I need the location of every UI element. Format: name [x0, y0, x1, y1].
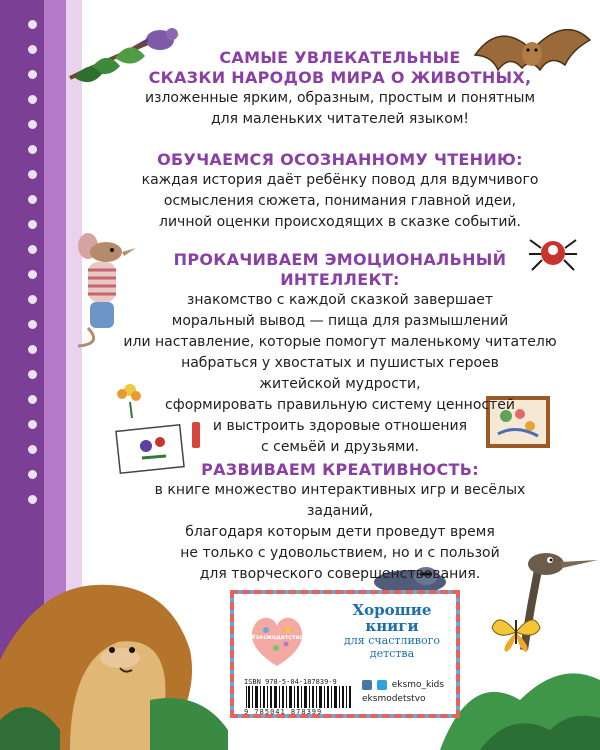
vk-icon [362, 680, 372, 690]
section-line: не только с удовольствием, но и с пользой [180, 545, 500, 561]
section-line: знакомство с каждой сказкой завершает [186, 292, 494, 308]
sticker-subtitle-line: детства [369, 647, 415, 660]
sticker-title-line: Хорошие [352, 601, 432, 619]
section-heading: РАЗВИВАЕМ КРЕАТИВНОСТЬ: [201, 460, 479, 479]
publisher-sticker [230, 590, 460, 718]
section-line: в книге множество интерактивных игр и весёлых заданий, [154, 482, 526, 519]
section-heading: ОБУЧАЕМСЯ ОСОЗНАННОМУ ЧТЕНИЮ: [157, 150, 523, 169]
section-line: житейской мудрости, [259, 376, 421, 392]
section-line: осмысления сюжета, понимания главной идеи, [163, 193, 517, 209]
sticker-title-line: книги [365, 617, 419, 635]
section-line: и выстроить здоровые отношения [212, 418, 468, 434]
butterfly-icon [488, 610, 544, 654]
section-line: благодаря которым дети проведут время [185, 524, 495, 540]
heart-logo-icon [246, 608, 308, 670]
barcode [244, 686, 354, 708]
section-heading: САМЫЕ УВЛЕКАТЕЛЬНЫЕ [219, 48, 461, 67]
spine-holes [28, 20, 38, 540]
barcode-digits: 9 785041 878399 [244, 708, 323, 716]
section-heading: СКАЗКИ НАРОДОВ МИРА О ЖИВОТНЫХ, [148, 68, 532, 87]
section-creativity [120, 460, 560, 585]
section-line: личной оценки происходящих в сказке событий. [159, 214, 521, 230]
sticker-subtitle-line: для счастливого [344, 634, 440, 647]
section-line: набраться у хвостатых и пушистых героев [181, 355, 499, 371]
section-line: моральный вывод — пища для размышлений [171, 313, 509, 329]
section-reading [120, 150, 560, 233]
section-heading: ПРОКАЧИВАЕМ ЭМОЦИОНАЛЬНЫЙ ИНТЕЛЛЕКТ: [173, 250, 507, 289]
social-item-site[interactable] [362, 692, 458, 706]
social-item-vk[interactable] [362, 678, 458, 692]
sticker-title [326, 602, 458, 660]
section-line: для творческого совершенствования. [199, 566, 481, 582]
social-handle: eksmodetstvo [362, 694, 426, 704]
section-line: с семьёй и друзьями. [260, 439, 420, 455]
foliage [440, 640, 600, 750]
section-animals [120, 48, 560, 130]
section-line: изложенные ярким, образным, простым и понятным [144, 90, 536, 106]
section-line: или наставление, которые помогут маленькому читателю [123, 334, 557, 350]
section-line: сформировать правильную систему ценностей [165, 397, 515, 413]
section-line: каждая история даёт ребёнку повод для вдумчивого [141, 172, 539, 188]
logo-text: #эксмодетство [250, 634, 304, 641]
section-line: для маленьких читателей языком! [211, 111, 469, 127]
isbn: ISBN 978-5-04-187839-9 [244, 678, 337, 686]
section-emotional [120, 250, 560, 458]
social-links [362, 678, 458, 706]
social-handle: eksmo_kids [391, 680, 445, 690]
telegram-icon [377, 680, 387, 690]
